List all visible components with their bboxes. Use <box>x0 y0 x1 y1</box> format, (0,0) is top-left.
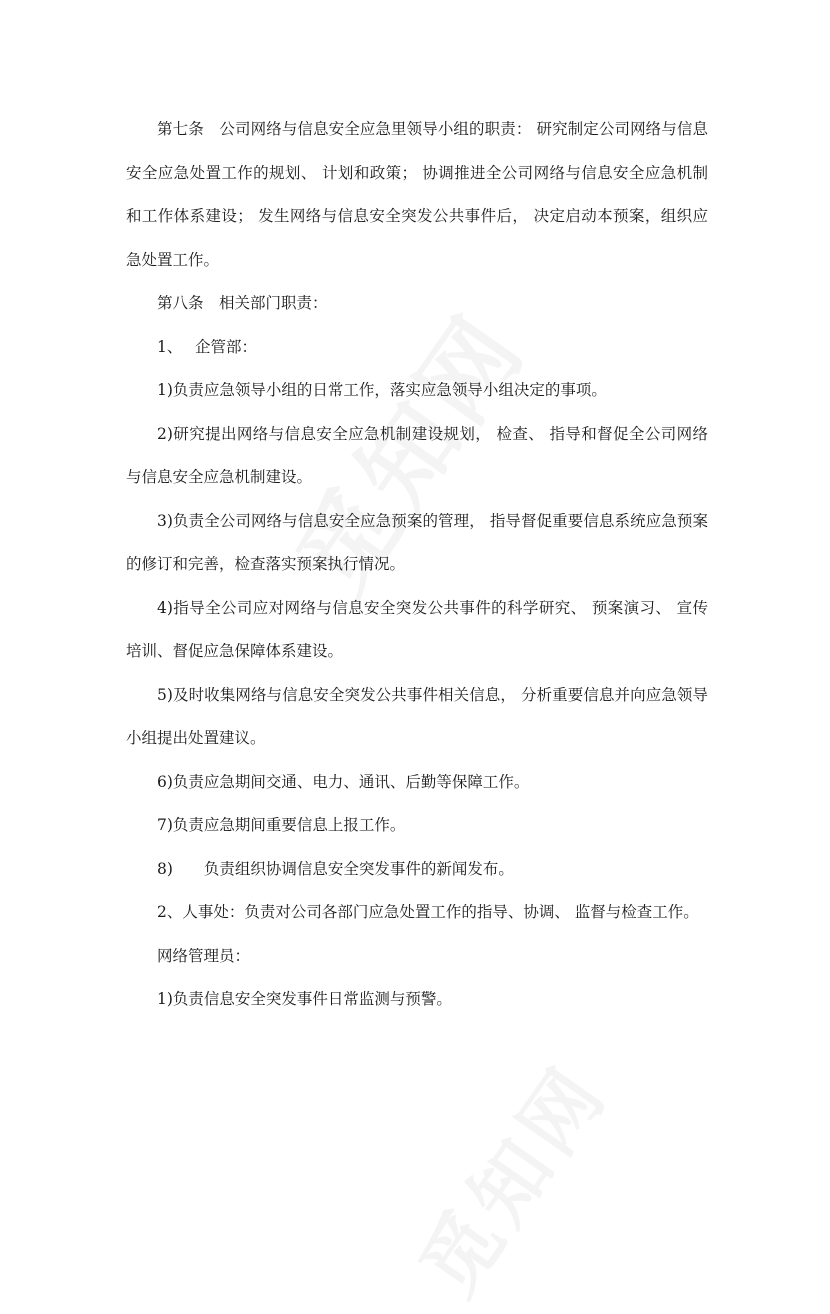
list-item: 5)及时收集网络与信息安全突发公共事件相关信息， 分析重要信息并向应急领导小组提出处置建议。 <box>126 685 708 747</box>
list-item: 6)负责应急期间交通、电力、通讯、后勤等保障工作。 <box>157 772 530 791</box>
paragraph-section-1: 1、 企管部： <box>157 337 258 356</box>
paragraph-article-8: 第八条 相关部门职责： <box>157 294 328 312</box>
paragraph-network-admin: 网络管理员： <box>157 946 251 965</box>
list-item: 7)负责应急期间重要信息上报工作。 <box>157 816 406 834</box>
list-item: 1)负责信息安全突发事件日常监测与预警。 <box>157 990 452 1008</box>
watermark-bottom <box>389 1038 629 1314</box>
list-item: 1)负责应急领导小组的日常工作，落实应急领导小组决定的事项。 <box>157 381 607 399</box>
list-item: 8) 负责组织协调信息安全突发事件的新闻发布。 <box>157 859 514 878</box>
paragraph-article-7: 第七条 公司网络与信息安全应急里领导小组的职责： 研究制定公司网络与信息安全应急处置工作的规划、 计划和政策； 协调推进全公司网络与信息安全应急机制和工作体系建设； 发生网络与信息安全突发公共事件后， 决定启动本预案，组织应急处置工作。 <box>126 120 708 269</box>
list-item: 3)负责全公司网络与信息安全应急预案的管理， 指导督促重要信息系统应急预案的修订和完善，检查落实预案执行情况。 <box>126 511 708 573</box>
document-body <box>126 108 708 1022</box>
list-item: 2)研究提出网络与信息安全应急机制建设规划， 检查、 指导和督促全公司网络与信息安全应急机制建设。 <box>126 424 708 486</box>
list-item: 4)指导全公司应对网络与信息安全突发公共事件的科学研究、 预案演习、 宣传培训、督促应急保障体系建设。 <box>126 598 708 660</box>
paragraph-section-2: 2、人事处：负责对公司各部门应急处置工作的指导、协调、 监督与检查工作。 <box>157 903 699 921</box>
